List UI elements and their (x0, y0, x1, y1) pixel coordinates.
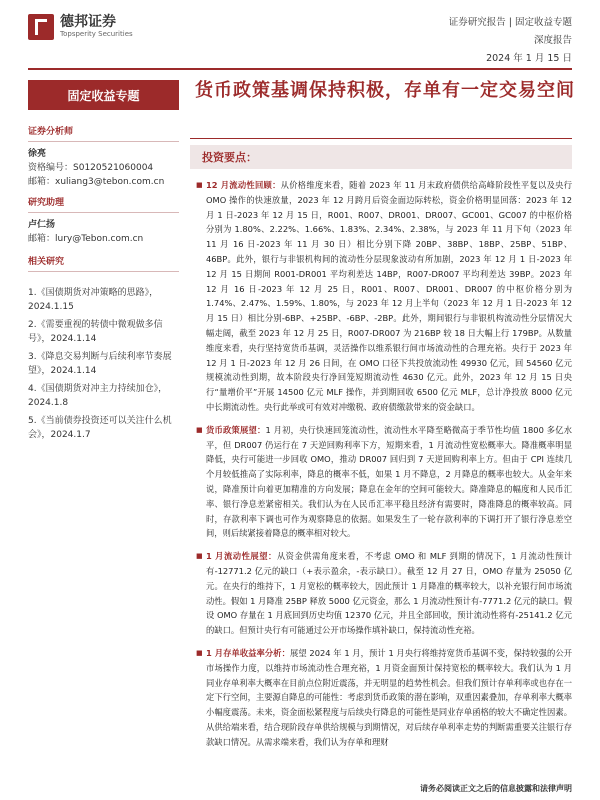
title-divider (190, 138, 572, 139)
paragraph-text: 1 月初，央行快速回笼流动性，流动性水平降至略微高于季节性均值 1800 多亿水平，但 DR007 仍运行在 7 天逆回购利率下方，短期来看，1 月流动性宽松概率大。降准概率明显降低，央行可能进一步回收 OMO，推动 DR007 回归到 7 天逆回购利率上方。但由于 CPI 连续几个月较低推高了实际利率，降息的概率不低，如果 1 月不降息，2 月降息的概率也较大。从金年来说，降准预计向着更加精准的方向发展；降息在金年的空间可能较大。降准降息的幅度和人民币汇率、银行净息差紧密相关。我们认为在人民币汇率平稳且经济有需要时，降准降息的概率较高。同时，存款利率下调也可作为观察降息的依据。如果发生了一轮存款利率的下调打开了银行净息差空间，则后续紧接着降息的概率相对较大。 (206, 424, 572, 539)
related-title: 相关研究 (28, 255, 179, 272)
paragraph-text: 从资金供需角度来看，不考虑 OMO 和 MLF 到期的情况下，1 月流动性预计有-12771.2 亿元的缺口（+表示盈余，-表示缺口）。截至 12 月 27 日，OMO 存量为 25050 亿元。在央行的维持下，1 月宽松的概率较大，因此预计 1 月降准的概率较大，以补充银行间市场流动性。假如 1 月降准 25BP 释放 5000 亿元资金，那么 1 月流动性预计有-7771.2 亿元的缺口。假设 OMO 存量在 1 月底回到历史均值 12370 亿元，并且全部回收，预计流动性将有-25141.2 亿元的缺口。但预计央行有可能通过公开市场操作填补缺口，保持流动性充裕。 (206, 551, 572, 636)
related-item[interactable]: 1.《国债期货对冲策略的思路》，2024.1.15 (28, 288, 159, 312)
analyst-email: 邮箱：xuliang3@tebon.com.cn (28, 177, 165, 187)
related-item[interactable]: 5.《当前债券投资还可以关注什么机会》，2024.1.7 (28, 416, 172, 440)
company-brand (28, 14, 133, 40)
analyst-name: 徐亮 (28, 149, 47, 159)
assistant-title: 研究助理 (28, 196, 179, 213)
summary-paragraph (196, 423, 572, 541)
related-section (28, 255, 179, 447)
summary-paragraph (196, 549, 572, 638)
report-subtype: 深度报告 (533, 35, 572, 46)
footer-disclaimer: 请务必阅读正文之后的信息披露和法律声明 (420, 784, 572, 793)
header-divider (28, 68, 572, 70)
related-item[interactable]: 2.《需要重视的转债中微观做多信号》，2024.1.14 (28, 320, 163, 344)
paragraph-lead: 货币政策展望： (206, 424, 266, 435)
company-name-cn: 德邦证券 (60, 14, 116, 31)
analyst-cert: 资格编号：S0120521060004 (28, 163, 154, 173)
related-item[interactable]: 4.《国债期货对冲主力持续加仓》，2024.1.8 (28, 384, 168, 408)
company-name-en: Topsperity Securities (60, 29, 133, 38)
analyst-section (28, 125, 179, 189)
analyst-title: 证券分析师 (28, 125, 179, 142)
paragraph-lead: 1 月流动性展望： (206, 551, 277, 562)
summary-body (196, 178, 572, 757)
report-type: 证券研究报告 | 固定收益专题 (448, 17, 572, 28)
sidebar-topic: 固定收益专题 (28, 80, 179, 110)
paragraph-lead: 1 月存单收益率分析： (206, 647, 290, 658)
summary-bar (190, 145, 572, 169)
paragraph-text: 从价格维度来看，随着 2023 年 11 月末政府债供给高峰阶段性平复以及央行 OMO 操作的快速放量，2023 年 12 月跨月后资金面边际转松，资金价格明显回落：2023 年 12 月 1 日-2023 年 12 月 15 日，R001、R007、DR001、DR007、GC001、GC007 的中枢价格分别为 1.80%、2.22%、1.66%、1.83%、2.34%、2.38%，与 2023 年 11 月下旬（2023 年 11 月 16 日-2023 年 11 月 30 日）相比分别下降 20BP、38BP、18BP、25BP、51BP、46BP。此外，银行与非银机构间的流动性分层现象波动有所加剧，2023 年 12 月 1 日-2023 年 12 月 15 日期间 R001-DR001 平均利差达 14BP，R007-DR007 平均利差达 39BP。2023 年 12 月 16 日-2023 年 12 月 25 日，R001、R007、DR001、DR007 的中枢价格分别为 1.74%、2.47%、1.59%、1.80%，与 2023 年 12 月上半旬（2023 年 12 月 1 日-2023 年 12 月 15 日）相比分别-6BP、+25BP、-6BP、-2BP。此外，期间银行与非银机构流动性分层情况大幅走阔，截至 2023 年 12 月 25 日，R007-DR007 为 216BP 较 18 日大幅上行 179BP。从数量维度来看，央行坚持宽货币基调，灵活操作以维系银行间市场流动性的合理充裕。央行于 2023 年 12 月 1 日-2023 年 12 月 26 日间，在 OMO 口径下共投放流动性 49930 亿元，回 54560 亿元规模流动性到期，故本阶段央行净回笼短期流动性 4630 亿元。此外，2023 年 12 月 15 日央行“量增价平”开展 14500 亿元 MLF 操作，并到期回收 6500 亿元 MLF，总计净投放 8000 亿元中长期流动性。央行此举或可有效对冲缴税、政府债缴款带来的资金缺口。 (206, 180, 573, 412)
report-title: 货币政策基调保持积极，存单有一定交易空间 (195, 80, 575, 101)
summary-paragraph (196, 646, 572, 750)
summary-paragraph (196, 178, 572, 415)
assistant-section (28, 196, 179, 246)
paragraph-lead: 12 月流动性回顾： (206, 180, 281, 190)
tebon-logo-icon (28, 14, 54, 40)
paragraph-text: 展望 2024 年 1 月，预计 1 月央行将维持宽货币基调不变，保持较强的公开市场操作力度，以维持市场流动性合理充裕，1 月资金面预计保持宽松的概率较大。我们认为 1 月同业存单利率大概率在目前点位附近震荡，并无明显的趋势性机会。但我们预计存单利率或也存在一定下行空间，主要源自降息的可能性：考虑到货币政策的潜在影响，双重因素叠加，存单利率大概率小幅度震荡。未来，资金面松紧程度与后续央行降息的可能性是同业存单函格的较大不确定性因素。从供给端来看，结合现阶段存单供给规模与到期情况，对后续存单利率走势的判断需重要关注银行存款缺口情况。从需求端来看，我们认为存单和理财 (206, 647, 572, 747)
report-date: 2024 年 1 月 15 日 (486, 53, 572, 64)
summary-label: 投资要点： (202, 151, 257, 164)
report-meta (449, 14, 572, 68)
assistant-name: 卢仁扬 (28, 220, 56, 230)
related-item[interactable]: 3.《降息交易判断与后续利率节奏展望》，2024.1.14 (28, 352, 172, 376)
assistant-email: 邮箱：lury@Tebon.com.cn (28, 234, 144, 244)
